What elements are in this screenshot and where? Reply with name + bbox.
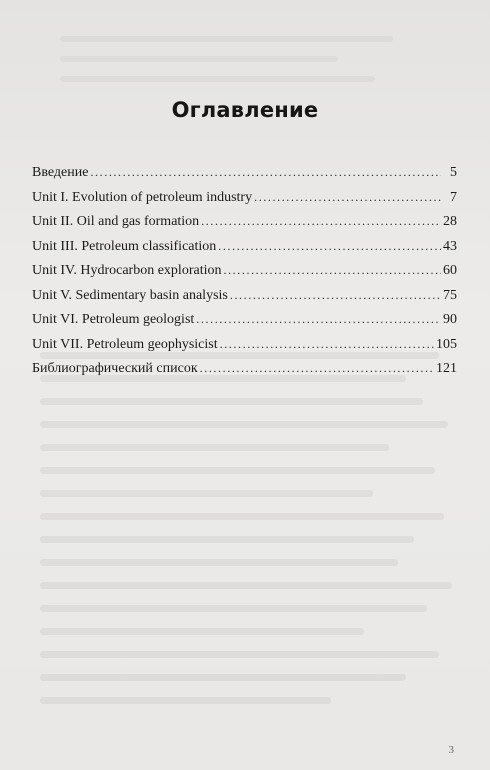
- show-through-text: [40, 352, 456, 742]
- toc-entry-page: 60: [443, 263, 457, 278]
- toc-entry-label: Unit I. Evolution of petroleum industry: [32, 189, 253, 205]
- toc-entry-label: Unit IV. Hydrocarbon exploration: [32, 263, 222, 278]
- toc-entry-label: Unit III. Petroleum classification: [32, 238, 217, 254]
- toc-entry-label: Введение: [32, 165, 89, 180]
- toc-entry[interactable]: [32, 160, 457, 185]
- toc-entry[interactable]: [32, 185, 457, 210]
- toc-entry-page: 28: [443, 214, 457, 229]
- toc-entry-page: 7: [450, 189, 457, 205]
- toc-leader-dots: [196, 307, 441, 332]
- toc-heading: Оглавление: [171, 98, 319, 122]
- toc-entry-page: 121: [436, 361, 457, 376]
- toc-entry-page: 43: [443, 238, 457, 254]
- toc-entry-page: 75: [443, 287, 457, 303]
- toc-leader-dots: [90, 160, 441, 185]
- toc-leader-dots: [200, 356, 434, 381]
- toc-leader-dots: [223, 258, 441, 283]
- toc-entry-page: 5: [450, 165, 457, 180]
- toc-leader-dots: [254, 185, 441, 210]
- toc-leader-dots: [201, 209, 441, 234]
- toc-entry-label: Unit II. Oil and gas formation: [32, 214, 200, 229]
- toc-entry-label: Unit V. Sedimentary basin analysis: [32, 287, 228, 303]
- toc-entry-page: 105: [436, 336, 457, 352]
- toc-entry-page: 90: [443, 312, 457, 327]
- toc-leader-dots: [220, 332, 434, 357]
- table-of-contents: [32, 160, 457, 381]
- toc-entry-label: Unit VI. Petroleum geologist: [32, 312, 195, 327]
- page-number: 3: [448, 744, 454, 756]
- toc-entry[interactable]: [32, 209, 457, 234]
- toc-entry[interactable]: [32, 356, 457, 381]
- toc-entry[interactable]: [32, 307, 457, 332]
- toc-entry[interactable]: [32, 332, 457, 357]
- toc-entry[interactable]: [32, 234, 457, 259]
- toc-leader-dots: [230, 283, 441, 308]
- toc-entry-label: Unit VII. Petroleum geophysicist: [32, 336, 218, 352]
- toc-entry[interactable]: [32, 283, 457, 308]
- toc-entry-label: Библиографический список: [32, 361, 198, 376]
- show-through-text-top: [60, 36, 430, 96]
- toc-entry[interactable]: [32, 258, 457, 283]
- toc-leader-dots: [218, 234, 441, 259]
